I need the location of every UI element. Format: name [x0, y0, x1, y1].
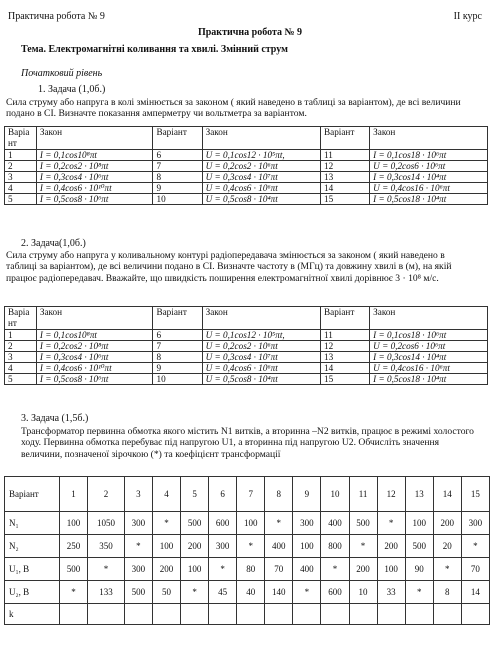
variant-cell: 10	[153, 194, 202, 205]
formula-cell: I = 0,5cos18 · 10⁴πt	[370, 374, 488, 385]
column-header: Закон	[202, 307, 320, 330]
column-header: Варіант	[321, 127, 370, 150]
task3-heading: 3. Задача (1,5б.)	[21, 413, 89, 424]
formula-cell: U = 0,2cos6 · 10⁶πt	[370, 161, 488, 172]
table-row	[5, 512, 490, 535]
formula-cell: I = 0,4cos6 · 10¹⁰πt	[36, 363, 153, 374]
column-header: Закон	[370, 127, 488, 150]
task3-table	[4, 476, 490, 625]
variant-header: 9	[293, 477, 321, 512]
value-cell	[433, 604, 461, 625]
formula-cell: U = 0,1cos12 · 10⁵πt,	[202, 150, 320, 161]
value-cell: 70	[265, 558, 293, 581]
task1-table	[4, 126, 488, 205]
topic-line: Тема. Електромагнітні коливання та хвилі. Змінний струм	[21, 44, 288, 55]
value-cell: 300	[124, 558, 152, 581]
row-label: k	[5, 604, 60, 625]
header-right: II курс	[453, 11, 482, 22]
formula-cell: U = 0,3cos4 · 10⁷πt	[202, 172, 320, 183]
variant-header: 8	[265, 477, 293, 512]
table-header-row	[5, 477, 490, 512]
formula-cell: U = 0,4cos6 · 10⁶πt	[202, 363, 320, 374]
value-cell: 14	[461, 581, 489, 604]
value-cell: 350	[88, 535, 125, 558]
value-cell: 200	[349, 558, 377, 581]
formula-cell: I = 0,5cos8 · 10⁶πt	[36, 374, 153, 385]
variant-cell: 14	[321, 363, 370, 374]
variant-cell: 9	[153, 183, 202, 194]
formula-cell: U = 0,4cos6 · 10⁶πt	[202, 183, 320, 194]
table-row	[5, 161, 488, 172]
value-cell: 500	[181, 512, 209, 535]
value-cell: *	[349, 535, 377, 558]
table-row	[5, 581, 490, 604]
variant-cell: 10	[153, 374, 202, 385]
variant-header: 10	[321, 477, 349, 512]
variant-header: 11	[349, 477, 377, 512]
value-cell: 100	[60, 512, 88, 535]
value-cell	[265, 604, 293, 625]
value-cell: *	[265, 512, 293, 535]
variant-cell: 12	[321, 161, 370, 172]
value-cell: 200	[433, 512, 461, 535]
value-cell: 100	[293, 535, 321, 558]
value-cell	[237, 604, 265, 625]
variant-header: 14	[433, 477, 461, 512]
value-cell: *	[152, 512, 180, 535]
value-cell: 200	[152, 558, 180, 581]
value-cell	[349, 604, 377, 625]
variant-header: 5	[181, 477, 209, 512]
formula-cell: I = 0,3cos14 · 10⁴πt	[370, 172, 488, 183]
value-cell: 500	[124, 581, 152, 604]
row-label: U₂, B	[5, 581, 60, 604]
value-cell: 100	[181, 558, 209, 581]
variant-header: 6	[209, 477, 237, 512]
variant-cell: 8	[153, 172, 202, 183]
column-header: Варіа нт	[5, 127, 37, 150]
variant-header: 7	[237, 477, 265, 512]
table-row	[5, 172, 488, 183]
value-cell: 400	[321, 512, 349, 535]
value-cell: 100	[237, 512, 265, 535]
variant-cell: 11	[321, 150, 370, 161]
header-left: Практична робота № 9	[8, 11, 105, 22]
task1-heading: 1. Задача (1,0б.)	[38, 84, 106, 95]
value-cell: 250	[60, 535, 88, 558]
value-cell: 45	[209, 581, 237, 604]
table-row	[5, 363, 488, 374]
formula-cell: U = 0,2cos2 · 10⁶πt	[202, 161, 320, 172]
value-cell: 70	[461, 558, 489, 581]
variant-cell: 15	[321, 374, 370, 385]
variant-header: 2	[88, 477, 125, 512]
value-cell: *	[321, 558, 349, 581]
value-cell: 100	[405, 512, 433, 535]
formula-cell: I = 0,2cos2 · 10⁸πt	[36, 341, 153, 352]
formula-cell: U = 0,1cos12 · 10⁵πt,	[202, 330, 320, 341]
value-cell	[124, 604, 152, 625]
task2-text: Сила струму або напруга у коливальному контурі радіопередавача змінюється за законом ( який наведено в таблиці за варіантом), де всі величини подано в СІ. Визначте частоту в (МГц) та довжину хвилі в (м), на якій працює радіопередавач. Вважайте, що швидкість поширення електромагнітної хвилі дорівнює 3 · 10⁸ м/с.	[6, 250, 452, 284]
table-row	[5, 194, 488, 205]
value-cell	[293, 604, 321, 625]
value-cell: *	[433, 558, 461, 581]
table-row	[5, 604, 490, 625]
variant-cell: 1	[5, 150, 37, 161]
value-cell	[60, 604, 88, 625]
variant-cell: 13	[321, 172, 370, 183]
formula-cell: I = 0,1cos18 · 10⁶πt	[370, 330, 488, 341]
formula-cell: I = 0,3cos4 · 10⁶πt	[36, 172, 153, 183]
variant-header: 12	[377, 477, 405, 512]
value-cell: 400	[293, 558, 321, 581]
value-cell: 10	[349, 581, 377, 604]
formula-cell: I = 0,3cos14 · 10⁴πt	[370, 352, 488, 363]
value-cell: 300	[461, 512, 489, 535]
variant-header: 4	[152, 477, 180, 512]
task2-heading: 2. Задача(1,0б.)	[21, 238, 86, 249]
formula-cell: I = 0,1cos10⁸πt	[36, 150, 153, 161]
row-label: N₂	[5, 535, 60, 558]
value-cell	[152, 604, 180, 625]
value-cell: 200	[181, 535, 209, 558]
table-header-row	[5, 307, 488, 330]
value-cell: *	[209, 558, 237, 581]
variant-cell: 3	[5, 172, 37, 183]
value-cell: 400	[265, 535, 293, 558]
formula-cell: I = 0,4cos6 · 10¹⁰πt	[36, 183, 153, 194]
column-header: Варіант	[153, 307, 202, 330]
value-cell: *	[60, 581, 88, 604]
variant-cell: 7	[153, 341, 202, 352]
value-cell: *	[88, 558, 125, 581]
value-cell: *	[377, 512, 405, 535]
formula-cell: U = 0,4cos16 · 10⁶πt	[370, 183, 488, 194]
value-cell: 300	[209, 535, 237, 558]
formula-cell: I = 0,2cos2 · 10⁸πt	[36, 161, 153, 172]
table-row	[5, 352, 488, 363]
value-cell: *	[405, 581, 433, 604]
task1-text: Сила струму або напруга в колі змінюється за законом ( який наведено в таблиці за варіантом), де всі величини подано в СІ. Визначте показання амперметру чи вольтметра за варіантом.	[6, 97, 461, 120]
value-cell: 300	[124, 512, 152, 535]
formula-cell: U = 0,5cos8 · 10⁴πt	[202, 374, 320, 385]
value-cell: *	[237, 535, 265, 558]
value-cell	[209, 604, 237, 625]
formula-cell: U = 0,2cos2 · 10⁶πt	[202, 341, 320, 352]
value-cell: 600	[209, 512, 237, 535]
column-header: Варіант	[5, 477, 60, 512]
value-cell: 800	[321, 535, 349, 558]
column-header: Варіа нт	[5, 307, 37, 330]
value-cell: 100	[152, 535, 180, 558]
variant-header: 1	[60, 477, 88, 512]
value-cell: 200	[377, 535, 405, 558]
table-row	[5, 150, 488, 161]
value-cell: 8	[433, 581, 461, 604]
column-header: Закон	[370, 307, 488, 330]
variant-cell: 8	[153, 352, 202, 363]
column-header: Закон	[36, 307, 153, 330]
value-cell: 500	[349, 512, 377, 535]
variant-cell: 6	[153, 150, 202, 161]
variant-cell: 13	[321, 352, 370, 363]
value-cell: 133	[88, 581, 125, 604]
formula-cell: I = 0,1cos18 · 10⁶πt	[370, 150, 488, 161]
value-cell	[321, 604, 349, 625]
formula-cell: U = 0,2cos6 · 10⁶πt	[370, 341, 488, 352]
formula-cell: I = 0,5cos18 · 10⁴πt	[370, 194, 488, 205]
value-cell: 1050	[88, 512, 125, 535]
value-cell	[88, 604, 125, 625]
value-cell: 40	[237, 581, 265, 604]
value-cell: *	[461, 535, 489, 558]
variant-cell: 6	[153, 330, 202, 341]
table-row	[5, 341, 488, 352]
value-cell: 140	[265, 581, 293, 604]
value-cell: 80	[237, 558, 265, 581]
variant-cell: 2	[5, 341, 37, 352]
variant-cell: 4	[5, 183, 37, 194]
formula-cell: I = 0,1cos10⁸πt	[36, 330, 153, 341]
formula-cell: I = 0,3cos4 · 10⁶πt	[36, 352, 153, 363]
value-cell	[405, 604, 433, 625]
row-label: U₁, B	[5, 558, 60, 581]
value-cell: 500	[405, 535, 433, 558]
formula-cell: I = 0,5cos8 · 10⁶πt	[36, 194, 153, 205]
task3-text: Трансформатор первинна обмотка якого містить N1 витків, а вторинна –N2 витків, працює в режимі холостого ходу. Первинна обмотка перебуває під напругою U1, а вторинна під напругою U2. Обчисліть значення величини, позначеної зірочкою (*) та коефіцієнт трансформації	[21, 426, 474, 460]
variant-cell: 14	[321, 183, 370, 194]
formula-cell: U = 0,4cos16 · 10⁶πt	[370, 363, 488, 374]
formula-cell: U = 0,5cos8 · 10⁴πt	[202, 194, 320, 205]
value-cell: 33	[377, 581, 405, 604]
variant-cell: 3	[5, 352, 37, 363]
variant-cell: 7	[153, 161, 202, 172]
value-cell	[461, 604, 489, 625]
column-header: Варіант	[153, 127, 202, 150]
table-row	[5, 535, 490, 558]
variant-header: 15	[461, 477, 489, 512]
table-row	[5, 330, 488, 341]
variant-cell: 5	[5, 374, 37, 385]
table-row	[5, 374, 488, 385]
value-cell	[377, 604, 405, 625]
variant-cell: 5	[5, 194, 37, 205]
value-cell: *	[181, 581, 209, 604]
variant-cell: 9	[153, 363, 202, 374]
value-cell: *	[293, 581, 321, 604]
value-cell	[181, 604, 209, 625]
variant-cell: 12	[321, 341, 370, 352]
table-row	[5, 183, 488, 194]
value-cell: 20	[433, 535, 461, 558]
variant-cell: 1	[5, 330, 37, 341]
value-cell: 50	[152, 581, 180, 604]
variant-cell: 2	[5, 161, 37, 172]
variant-header: 13	[405, 477, 433, 512]
variant-header: 3	[124, 477, 152, 512]
value-cell: *	[124, 535, 152, 558]
column-header: Варіант	[321, 307, 370, 330]
page-title: Практична робота № 9	[197, 27, 303, 38]
variant-cell: 11	[321, 330, 370, 341]
value-cell: 600	[321, 581, 349, 604]
value-cell: 90	[405, 558, 433, 581]
formula-cell: U = 0,3cos4 · 10⁷πt	[202, 352, 320, 363]
column-header: Закон	[202, 127, 320, 150]
row-label: N₁	[5, 512, 60, 535]
value-cell: 500	[60, 558, 88, 581]
column-header: Закон	[36, 127, 153, 150]
table-header-row	[5, 127, 488, 150]
value-cell: 300	[293, 512, 321, 535]
variant-cell: 15	[321, 194, 370, 205]
variant-cell: 4	[5, 363, 37, 374]
task2-table	[4, 306, 488, 385]
level-label: Початковий рівень	[21, 68, 103, 79]
table-row	[5, 558, 490, 581]
value-cell: 100	[377, 558, 405, 581]
